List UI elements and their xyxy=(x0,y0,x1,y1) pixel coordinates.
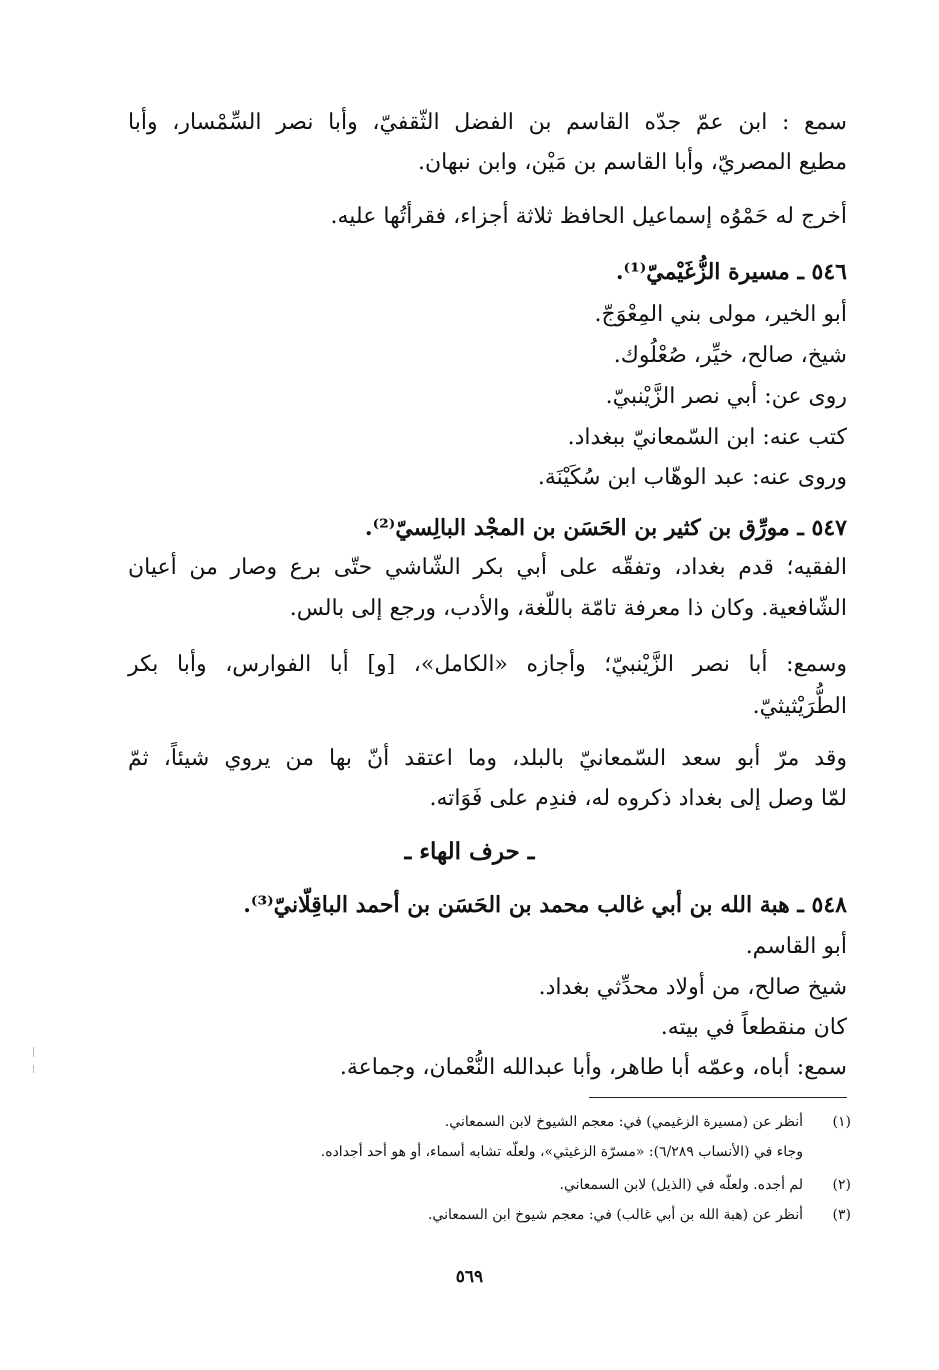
footnote-text: لم أجده. ولعلّه في (الذيل) لابن السمعاني. xyxy=(559,1177,803,1193)
text-line: أبو القاسم. xyxy=(745,934,847,959)
text-line: لمّا وصل إلى بغداد ذكروه له، فندِم على فَوَاته. xyxy=(429,786,847,811)
entry-heading-546: ٥٤٦ ـ مسيرة الزُّغَيْميّ⁽¹⁾. xyxy=(615,259,847,285)
footnote-separator xyxy=(589,1097,847,1098)
section-heading: ـ حرف الهاء ـ xyxy=(404,838,535,865)
entry-heading-548: ٥٤٨ ـ هبة الله بن أبي غالب محمد بن الحَسَن بن أحمد الباقِلّانيّ⁽³⁾. xyxy=(243,892,847,918)
footnote-text: أنظر عن (مسيرة الزغيمي) في: معجم الشيوخ لابن السمعاني. xyxy=(444,1114,803,1130)
footnote-number: (١) xyxy=(832,1114,851,1130)
text-line: شيخ صالح، من أولاد محدِّثي بغداد. xyxy=(538,975,847,1000)
footnote-1 xyxy=(445,1112,851,1132)
text-line: الطُّرَيْثيثيّ. xyxy=(752,694,847,719)
text-line: أبو الخير، مولى بني المِعْوَجّ. xyxy=(594,302,847,327)
footnote-number: (٢) xyxy=(832,1177,851,1193)
footnote-text: أنظر عن (هبة الله بن أبي غالب) في: معجم شيوخ ابن السمعاني. xyxy=(427,1207,803,1223)
text-line: مطيع المصريّ، وأبا القاسم بن مَيْن، وابن نبهان. xyxy=(418,150,847,175)
text-line: وسمع: أبا نصر الزَّيْنبيّ؛ وأجازه «الكامل»، [و] أبا الفوارس، وأبا بكر xyxy=(128,652,847,677)
page-number: ٥٦٩ xyxy=(455,1267,484,1287)
footnote-text: وجاء في (الأنساب ٦/٢٨٩): «مسرّة الزغيثي»، ولعلّه تشابه أسماء، أو هو أحد أجداده. xyxy=(320,1144,803,1160)
text-line: كان منقطعاً في بيته. xyxy=(660,1015,847,1040)
scan-mark xyxy=(33,1065,34,1073)
text-line: الفقيه؛ قدم بغداد، وتفقّه على أبي بكر الشّاشي حتّى برع وصار من أعيان xyxy=(128,555,847,580)
entry-heading-547: ٥٤٧ ـ مورِّق بن كثير بن الحَسَن بن المجْد البالِسيّ⁽²⁾. xyxy=(364,515,847,541)
footnote-3 xyxy=(428,1205,851,1225)
text-line: كتب عنه: ابن السّمعانيّ ببغداد. xyxy=(567,425,847,450)
text-line: سمع : ابن عمّ جدّه القاسم بن الفضل الثّقفيّ، وأبا نصر السِّمْسار، وأبا xyxy=(128,110,847,135)
text-line: وروى عنه: عبد الوهّاب ابن سُكَيْنَة. xyxy=(537,465,847,490)
scan-mark xyxy=(33,1047,34,1057)
text-line: روى عن: أبي نصر الزَّيْنبيّ. xyxy=(605,384,847,409)
footnote-number: (٣) xyxy=(832,1207,851,1223)
text-line: شيخ، صالح، خيِّر، صُعْلُوك. xyxy=(613,343,847,368)
text-line: سمع: أباه، وعمّه أبا طاهر، وأبا عبدالله النُّعْمان، وجماعة. xyxy=(339,1055,847,1080)
text-line: وقد مرّ أبو سعد السّمعانيّ بالبلد، وما اعتقد أنّ بها من يروي شيئاً، ثمّ xyxy=(128,746,847,771)
text-line: أخرج له حَمْوُه إسماعيل الحافظ ثلاثة أجزاء، فقرأتُها عليه. xyxy=(330,204,847,229)
footnote-2 xyxy=(560,1175,851,1195)
footnote-1-continuation xyxy=(321,1142,803,1162)
text-line: الشّافعية. وكان ذا معرفة تامّة باللّغة، والأدب، ورجع إلى بالس. xyxy=(289,596,847,621)
